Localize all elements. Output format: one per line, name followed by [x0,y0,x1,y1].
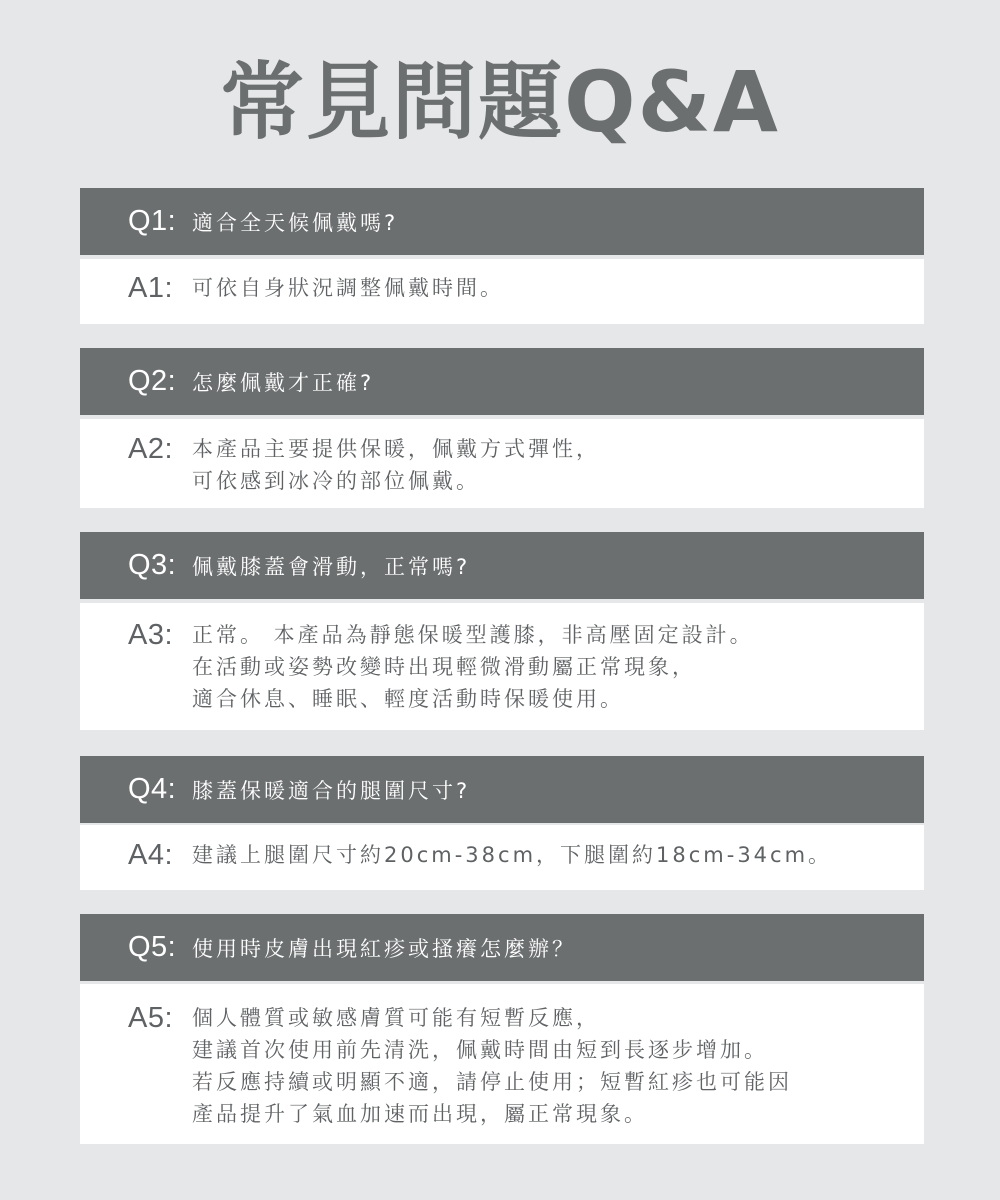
answer-tag: A4: [128,839,174,871]
answer-box [80,603,924,730]
question-bar [80,756,924,823]
answer-line: 建議上腿圍尺寸約20cm-38cm，下腿圍約18cm-34cm。 [192,843,833,867]
question-text: 適合全天候佩戴嗎? [192,210,399,235]
question-tag: Q1: [128,205,177,237]
question-tag: Q4: [128,773,177,805]
answer-line: 本產品主要提供保暖，佩戴方式彈性， [192,437,600,461]
answer-line: 可依感到冰冷的部位佩戴。 [192,469,480,493]
answer-line: 正常。 本產品為靜態保暖型護膝，非高壓固定設計。 [192,623,754,647]
answer-tag: A5: [128,1002,174,1034]
question-text: 使用時皮膚出現紅疹或搔癢怎麼辦？ [192,936,576,961]
question-bar [80,532,924,599]
question-bar [80,914,924,981]
answer-line: 建議首次使用前先清洗，佩戴時間由短到長逐步增加。 [192,1038,768,1062]
answer-tag: A2: [128,433,174,465]
question-text: 佩戴膝蓋會滑動，正常嗎? [192,554,471,579]
answer-box [80,259,924,324]
answer-text [192,272,504,304]
answer-text [192,433,600,497]
question-bar [80,348,924,415]
faq-item-3 [80,532,924,730]
answer-line: 個人體質或敏感膚質可能有短暫反應， [192,1006,600,1030]
faq-item-5 [80,914,924,1144]
answer-box [80,984,924,1144]
question-text: 膝蓋保暖適合的腿圍尺寸? [192,778,471,803]
question-tag: Q5: [128,931,177,963]
answer-line: 若反應持續或明顯不適，請停止使用；短暫紅疹也可能因 [192,1070,792,1094]
answer-text [192,839,832,871]
faq-item-2 [80,348,924,508]
answer-box [80,419,924,508]
answer-text [192,619,754,715]
faq-item-4 [80,756,924,890]
question-tag: Q2: [128,365,177,397]
answer-line: 適合休息、睡眠、輕度活動時保暖使用。 [192,687,624,711]
question-tag: Q3: [128,549,177,581]
answer-line: 可依自身狀況調整佩戴時間。 [192,276,504,300]
faq-item-1 [80,188,924,324]
question-bar [80,188,924,255]
answer-text [192,1002,792,1130]
question-text: 怎麼佩戴才正確? [192,370,375,395]
answer-line: 產品提升了氣血加速而出現，屬正常現象。 [192,1102,648,1126]
answer-tag: A1: [128,272,174,304]
page-title: 常見問題Q&A [220,53,780,151]
answer-tag: A3: [128,619,174,651]
answer-line: 在活動或姿勢改變時出現輕微滑動屬正常現象， [192,655,696,679]
answer-box [80,825,924,890]
